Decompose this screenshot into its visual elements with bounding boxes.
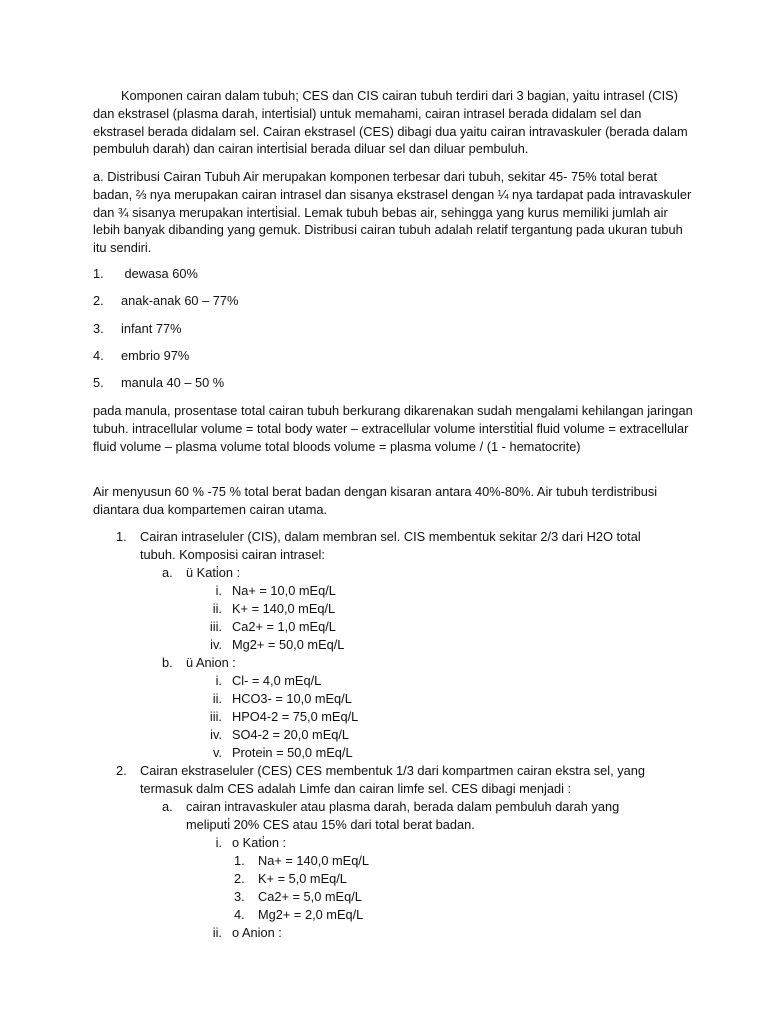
paragraph-text: pada manula, prosentase total cairan tubuh berkurang dikarenakan sudah mengalami kehilangan jaringan tubuh. intracellular volume = total body water – extracellular volume intersti̇ti̇al fluid volume = extracellular fluid volume – plasma volume total bloods volume = plasma volume / (1 - hematocrite) xyxy=(93,403,693,454)
paragraph-text: Komponen cairan dalam tubuh; CES dan CIS cairan tubuh terdiri dari 3 bagian, yaitu intrasel (CIS) dan ekstrasel (plasma darah, interti̇sial) untuk memahami, cairan intrasel berada didalam sel dan ekstrasel berada didalam sel. Cairan ekstrasel (CES) dibagi dua yaitu cairan intravaskuler (berada dalam pembuluh darah) dan cairan interti̇sial berada diluar sel dan diluar pembuluh. xyxy=(93,88,688,157)
sub-heading: o Kati̇on : xyxy=(232,835,287,850)
ion-value: K+ = 140,0 mEq/L xyxy=(232,601,336,616)
item-number: iv. xyxy=(210,727,222,742)
item-number: v. xyxy=(212,745,222,760)
section-text: Cairan intraseluler (CIS), dalam membran sel. CIS membentuk sekitar 2/3 dari H2O total xyxy=(140,529,641,544)
section-number: 1. xyxy=(116,529,127,544)
item-number: ii. xyxy=(212,691,222,706)
section-text: termasuk dalm CES adalah Limfe dan cairan limfe sel. CES dibagi menjadi : xyxy=(140,781,572,796)
paragraph-text: Air menyusun 60 % -75 % total berat badan dengan kisaran antara 40%-80%. Air tubuh terdistribusi diantara dua kompartemen cairan utama. xyxy=(93,484,658,517)
sub-label: a. xyxy=(162,565,173,580)
ion-value: Mg2+ = 2,0 mEq/L xyxy=(258,907,364,922)
ion-value: Mg2+ = 50,0 mEq/L xyxy=(232,637,345,652)
sub-heading: ü Kati̇on : xyxy=(186,565,241,580)
item-number: 3. xyxy=(234,889,245,904)
item-number: i. xyxy=(215,835,222,850)
sub-label: a. xyxy=(162,799,173,814)
paragraph-components xyxy=(93,87,693,158)
sub-label: b. xyxy=(162,655,173,670)
ion-value: Ca2+ = 5,0 mEq/L xyxy=(258,889,362,904)
sub-heading: o Anion : xyxy=(232,925,282,940)
paragraph-water-composition xyxy=(93,483,693,519)
item-number: i. xyxy=(215,583,222,598)
section-text: Cairan ekstraseluler (CES) CES membentuk 1/3 dari kompartmen cairan ekstra sel, yang xyxy=(140,763,645,778)
paragraph-distribution xyxy=(93,168,693,257)
item-number: 4. xyxy=(234,907,245,922)
ion-value: K+ = 5,0 mEq/L xyxy=(258,871,347,886)
item-number: i. xyxy=(215,673,222,688)
section-number: 2. xyxy=(116,763,127,778)
list-item: 1. dewasa 60% xyxy=(93,266,198,281)
ion-value: Cl- = 4,0 mEq/L xyxy=(232,673,322,688)
ion-value: HPO4-2 = 75,0 mEq/L xyxy=(232,709,359,724)
ion-value: Ca2+ = 1,0 mEq/L xyxy=(232,619,336,634)
item-number: iii. xyxy=(209,619,222,634)
list-item: 4. embrio 97% xyxy=(93,348,190,363)
section-text: tubuh. Komposisi cairan intrasel: xyxy=(140,547,325,562)
item-number: ii. xyxy=(212,601,222,616)
list-item: 2. anak-anak 60 – 77% xyxy=(93,293,239,308)
ion-value: HCO3- = 10,0 mEq/L xyxy=(232,691,352,706)
item-number: ii. xyxy=(212,925,222,940)
sub-text: cairan intravaskuler atau plasma darah, berada dalam pembuluh darah yang xyxy=(186,799,620,814)
sub-text: meliputi̇ 20% CES atau 15% dari total berat badan. xyxy=(186,817,475,832)
item-number: iv. xyxy=(210,637,222,652)
ion-value: Na+ = 10,0 mEq/L xyxy=(232,583,336,598)
sub-heading: ü Anion : xyxy=(186,655,236,670)
ion-value: Na+ = 140,0 mEq/L xyxy=(258,853,369,868)
paragraph-elderly xyxy=(93,402,693,455)
item-number: 1. xyxy=(234,853,245,868)
ion-value: SO4-2 = 20,0 mEq/L xyxy=(232,727,350,742)
ion-value: Protein = 50,0 mEq/L xyxy=(232,745,353,760)
list-item: 3. infant 77% xyxy=(93,321,182,336)
item-number: iii. xyxy=(209,709,222,724)
paragraph-text: a. Distribusi Cairan Tubuh Air merupakan komponen terbesar dari tubuh, sekitar 45- 75% total berat badan, ⅔ nya merupakan cairan intrasel dan sisanya ekstrasel dengan ¼ nya tardapat pada intravaskuler dan ¾ sisanya merupakan interti̇sial. Lemak tubuh bebas air, sehingga yang kurus memiliki jumlah air lebih banyak dibanding yang gemuk. Distribusi cairan tubuh adalah relatif tergantung pada ukuran tubuh itu sendiri. xyxy=(93,169,692,256)
list-item: 5. manula 40 – 50 % xyxy=(93,375,225,390)
item-number: 2. xyxy=(234,871,245,886)
